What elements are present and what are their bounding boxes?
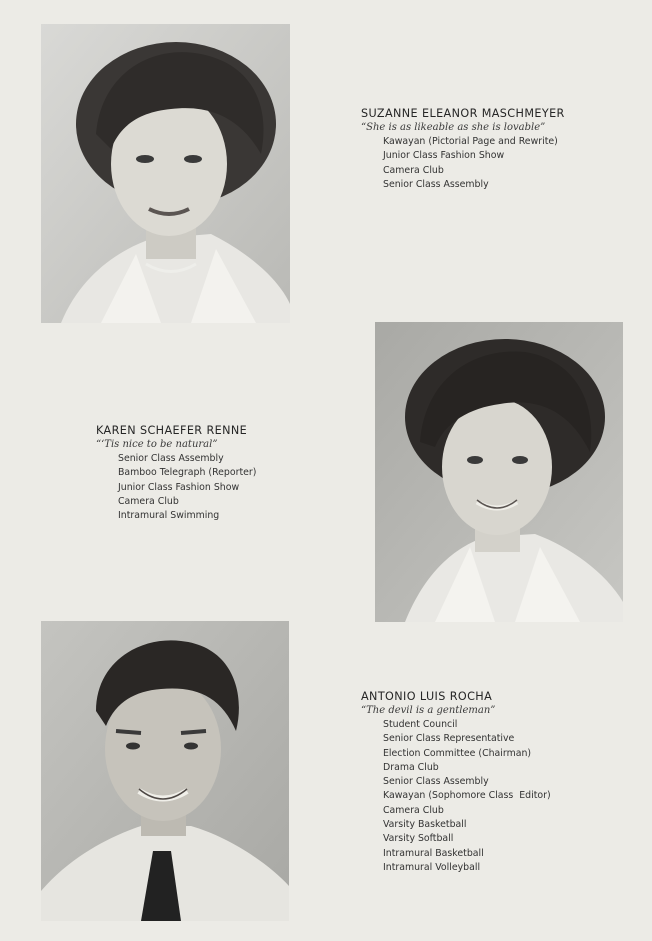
activity-item: Senior Class Assembly [383, 776, 489, 788]
activity-item: Kawayan (Pictorial Page and Rewrite) [383, 136, 558, 147]
activity-list [118, 452, 256, 523]
activity-item: Camera Club [383, 804, 444, 816]
student-entry-suzanne [361, 107, 565, 192]
activity-item: Camera Club [118, 495, 179, 507]
activity-item: Varsity Softball [383, 833, 454, 845]
student-quote: “‘Tis nice to be natural” [96, 439, 218, 450]
activity-item: Drama Club [383, 761, 439, 773]
activity-item: Senior Class Representative [383, 733, 515, 745]
student-quote: “The devil is a gentleman” [361, 705, 496, 716]
activity-item: Intramural Basketball [383, 847, 484, 859]
activity-item: Bamboo Telegraph (Reporter) [118, 467, 257, 479]
student-name: KAREN SCHAEFER RENNE [96, 424, 248, 437]
activity-item: Student Council [383, 719, 458, 730]
portrait-photo-suzanne [41, 24, 290, 323]
activity-item: Kawayan (Sophomore Class Editor) [383, 790, 551, 802]
student-entry-antonio [361, 690, 551, 875]
student-quote: “She is as likeable as she is lovable” [361, 122, 546, 133]
activity-item: Junior Class Fashion Show [118, 481, 240, 493]
student-entry-karen [96, 424, 256, 523]
student-name: ANTONIO LUIS ROCHA [361, 690, 493, 703]
activity-item: Junior Class Fashion Show [383, 150, 505, 162]
portrait-photo-karen [375, 322, 623, 622]
portrait-photo-antonio [41, 621, 289, 921]
activity-item: Senior Class Assembly [383, 178, 489, 190]
activity-item: Election Committee (Chairman) [383, 747, 532, 759]
activity-list [383, 718, 551, 875]
activity-item: Senior Class Assembly [118, 453, 224, 464]
activity-item: Intramural Swimming [118, 510, 220, 522]
activity-item: Camera Club [383, 164, 444, 176]
activity-list [383, 135, 565, 192]
activity-item: Varsity Basketball [383, 819, 467, 831]
student-name: SUZANNE ELEANOR MASCHMEYER [361, 107, 565, 120]
activity-item: Intramural Volleyball [383, 861, 481, 873]
